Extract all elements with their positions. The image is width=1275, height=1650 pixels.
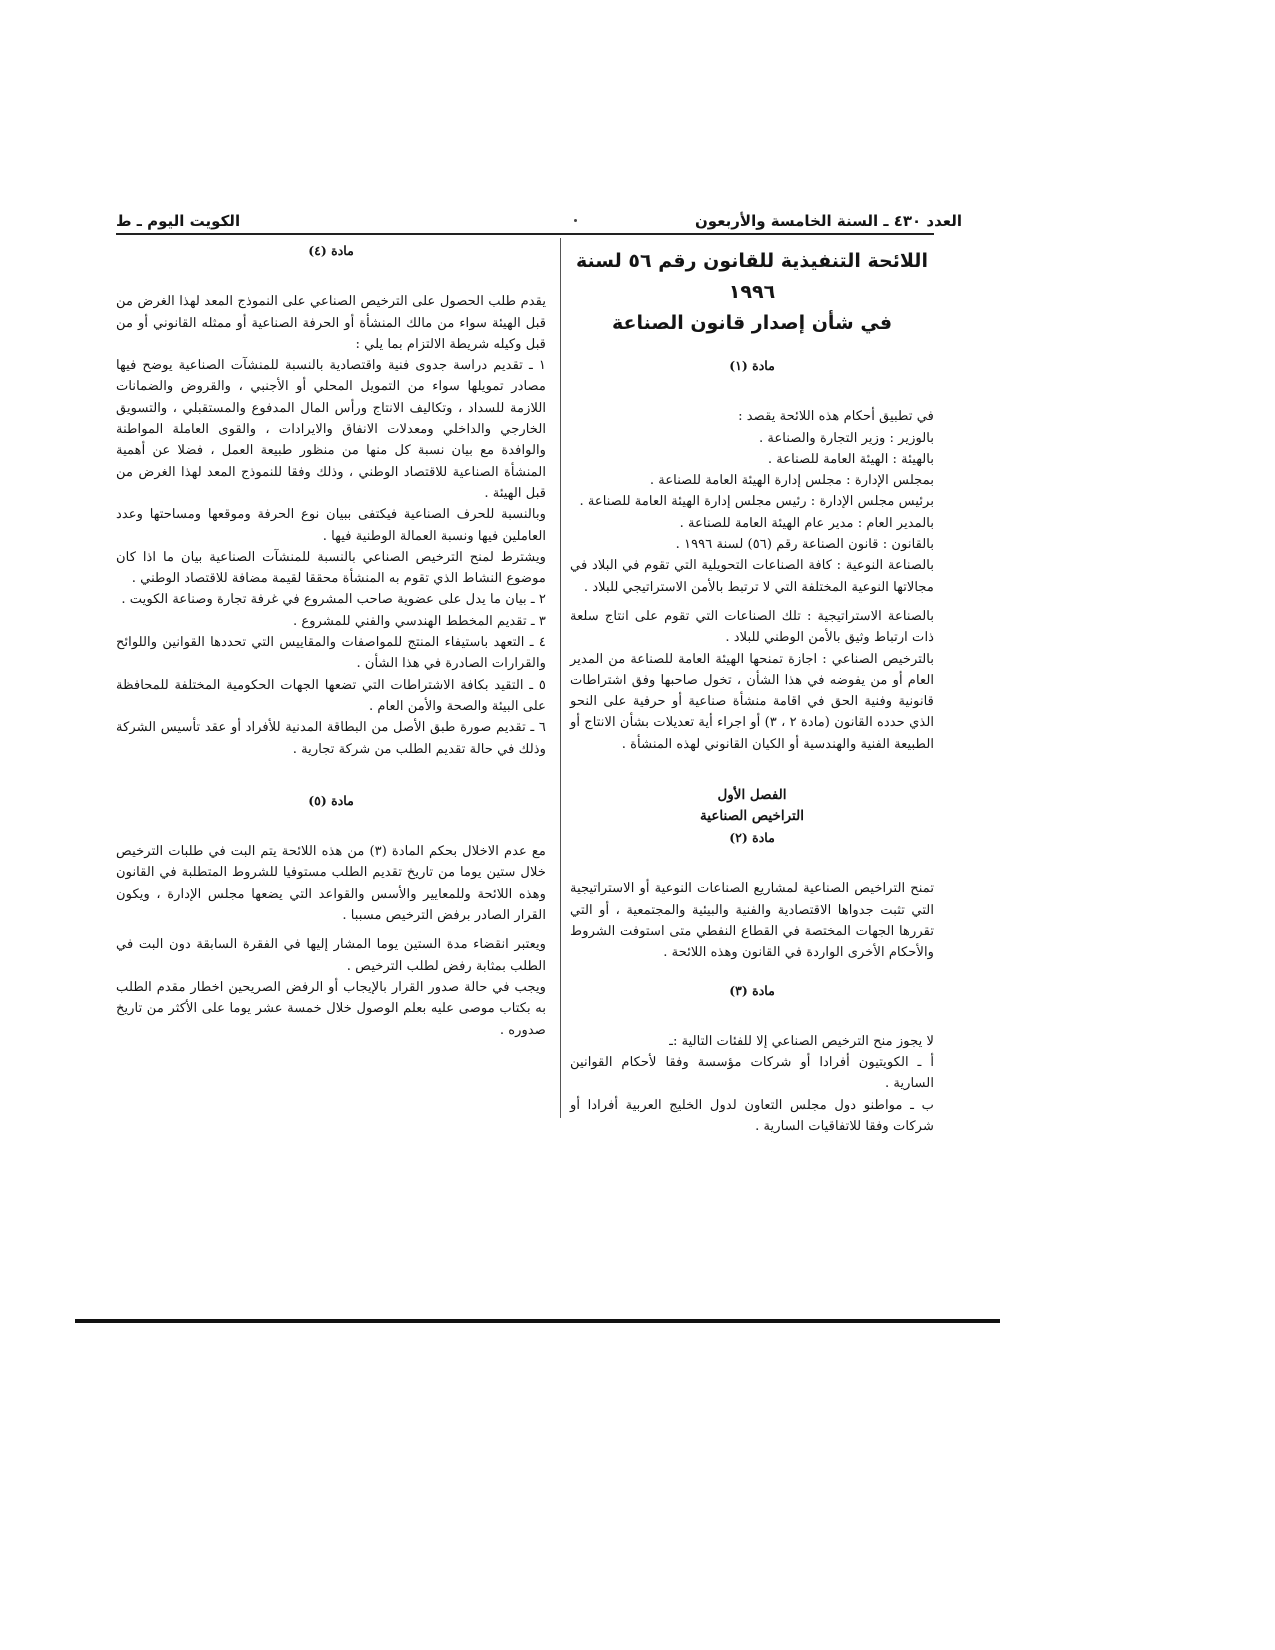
chapter-subtitle: التراخيص الصناعية	[700, 808, 804, 825]
article-5-heading: مادة (٥)	[308, 792, 354, 808]
header-rule	[116, 233, 934, 235]
article-1-heading: مادة (١)	[729, 358, 775, 373]
header-dot	[574, 219, 577, 222]
article-4-item-5: ٥ ـ التقيد بكافة الاشتراطات التي تضعها الجهات الحكومية المختلفة للمحافظة على البيئة والصحة والأمن العام .	[116, 677, 546, 714]
bottom-rule	[75, 1319, 1000, 1323]
definition-director: بالمدير العام : مدير عام الهيئة العامة للصناعة .	[679, 515, 934, 531]
article-5-paragraph-3: ويجب في حالة صدور القرار بالإيجاب أو الرفض الصريحين اخطار مقدم الطلب به بكتاب موصى عليه بعلم الوصول خلال خمسة عشر يوما على الأكثر من تاريخ صدوره .	[116, 979, 546, 1038]
regulation-title	[570, 246, 934, 339]
title-line-1: اللائحة التنفيذية للقانون رقم ٥٦ لسنة ١٩٩٦	[576, 250, 928, 303]
article-4-heading: مادة (٤)	[308, 243, 354, 258]
article-3-item-a: أ ـ الكويتيون أفرادا أو شركات مؤسسة وفقا لأحكام القوانين السارية .	[570, 1055, 934, 1092]
article-4-item-6: ٦ ـ تقديم صورة طبق الأصل من البطاقة المدنية للأفراد أو عقد تأسيس الشركة وذلك في حالة تقديم الطلب من شركة تجارية .	[116, 720, 546, 757]
article-4-item-2: ٢ ـ بيان ما يدل على عضوية صاحب المشروع في غرفة تجارة وصناعة الكويت .	[121, 592, 546, 608]
newspaper-header: الكويت اليوم ـ ط	[116, 212, 241, 230]
article-3-intro: لا يجوز منح الترخيص الصناعي إلا للفئات التالية :ـ	[669, 1033, 934, 1049]
right-column	[570, 240, 934, 1137]
column-divider	[560, 238, 561, 1118]
definition-minister: بالوزير : وزير التجارة والصناعة .	[758, 430, 934, 446]
definition-qualitative-industry: بالصناعة النوعية : كافة الصناعات التحويلية التي تقوم في البلاد في مجالاتها النوعية المختلفة التي لا ترتبط بالأمن الاستراتيجي للبلاد .	[570, 558, 934, 595]
article-5-paragraph-2: ويعتبر انقضاء مدة الستين يوما المشار إليها في الفقرة السابقة دون البت في الطلب بمثابة رفض لطلب الترخيص .	[116, 937, 546, 974]
article-3-item-b: ب ـ مواطنو دول مجلس التعاون لدول الخليج العربية أفرادا أو شركات وفقا للاتفاقيات السارية .	[570, 1097, 934, 1135]
definition-strategic-industry: بالصناعة الاستراتيجية : تلك الصناعات التي تقوم على انتاج سلعة ذات ارتباط وثيق بالأمن الوطني للبلاد .	[570, 608, 934, 646]
article-4-intro: يقدم طلب الحصول على الترخيص الصناعي على النموذج المعد لهذا الغرض من قبل الهيئة سواء من مالك المنشأة أو الحرفة الصناعية أو ممثله القانوني أو من قبل وكيله شريطة الالتزام بما يلي :	[116, 294, 546, 352]
definition-industrial-license: بالترخيص الصناعي : اجازة تمنحها الهيئة العامة للصناعة من المدير العام أو من يفوضه في هذا الشأن ، تخول صاحبها وفق اشتراطات قانونية وفنية الحق في اقامة منشأة صناعية أو حرفية على النحو الذي حدده القانون (مادة ٢ ، ٣) أو اجراء أية تعديلات بشأن الانتاج أو الطبيعة الفنية والهندسية أو الكيان القانوني لهذه المنشأة .	[570, 651, 935, 752]
article-4-item-4: ٤ ـ التعهد باستيفاء المنتج للمواصفات والمقاييس التي تحددها القوانين واللوائح والقرارات الصادرة في هذا الشأن .	[116, 635, 546, 672]
definition-board: بمجلس الإدارة : مجلس إدارة الهيئة العامة للصناعة .	[649, 473, 934, 489]
article-2-text: تمنح التراخيص الصناعية لمشاريع الصناعات النوعية أو الاستراتيجية التي تثبت جدواها الاقتصادية والفنية والبيئية والمجتمعية ، أو التي تقررها الجهات المختصة في القطاع النفطي متى استوفت الشروط والأحكام الأخرى الواردة في القانون وهذه اللائحة .	[570, 881, 934, 961]
definition-law: بالقانون : قانون الصناعة رقم (٥٦) لسنة ١٩٩٦ .	[675, 537, 934, 553]
article-4-crafts: وبالنسبة للحرف الصناعية فيكتفى ببيان نوع الحرفة وموقعها ومساحتها وعدد العاملين فيها ونسبة العمالة الوطنية فيها .	[116, 507, 546, 544]
article-1-intro: في تطبيق أحكام هذه اللائحة يقصد :	[738, 409, 934, 425]
definition-chairman: برئيس مجلس الإدارة : رئيس مجلس إدارة الهيئة العامة للصناعة .	[579, 494, 934, 510]
issue-header: العدد ٤٣٠ ـ السنة الخامسة والأربعون	[694, 212, 962, 230]
article-5-paragraph-1: مع عدم الاخلال بحكم المادة (٣) من هذه اللائحة يتم البت في طلبات الترخيص خلال ستين يوما من تاريخ تقديم الطلب مستوفيا للشروط المتطلبة في القانون وهذه اللائحة وللمعايير والأسس والقواعد التي يضعها مجلس الإدارة ، ويكون القرار الصادر برفض الترخيص مسببا .	[116, 844, 546, 924]
article-4-condition: ويشترط لمنح الترخيص الصناعي بالنسبة للمنشآت الصناعية بيان ما اذا كان موضوع النشاط الذي تقوم به المنشأة محققا لقيمة مضافة للاقتصاد الوطني .	[116, 549, 546, 587]
left-column	[116, 240, 546, 1041]
definition-authority: بالهيئة : الهيئة العامة للصناعة .	[767, 451, 934, 467]
title-line-2: في شأن إصدار قانون الصناعة	[611, 312, 893, 334]
article-2-heading: مادة (٢)	[729, 830, 775, 846]
article-4-item-3: ٣ ـ تقديم المخطط الهندسي والفني للمشروع .	[292, 613, 546, 629]
article-4-item-1: ١ ـ تقديم دراسة جدوى فنية واقتصادية بالنسبة للمنشآت الصناعية يوضح فيها مصادر تمويلها سواء من التمويل المحلي أو الأجنبي ، والقروض والضمانات اللازمة للسداد ، وتكاليف الانتاج ورأس المال المدفوع والمستقبلي ، والتسويق الخارجي والداخلي ومعدلات الانفاق والايرادات ، والقوى العاملة المواطنة والوافدة مع بيان نسبة كل منها من منظور طبيعة العمل ، فضلا عن أهمية المنشأة الصناعية للاقتصاد الوطني ، وذلك وفقا للنموذج المعد لهذا الغرض من قبل الهيئة .	[116, 358, 546, 501]
article-3-heading: مادة (٣)	[729, 982, 775, 998]
chapter-title: الفصل الأول	[717, 787, 787, 804]
